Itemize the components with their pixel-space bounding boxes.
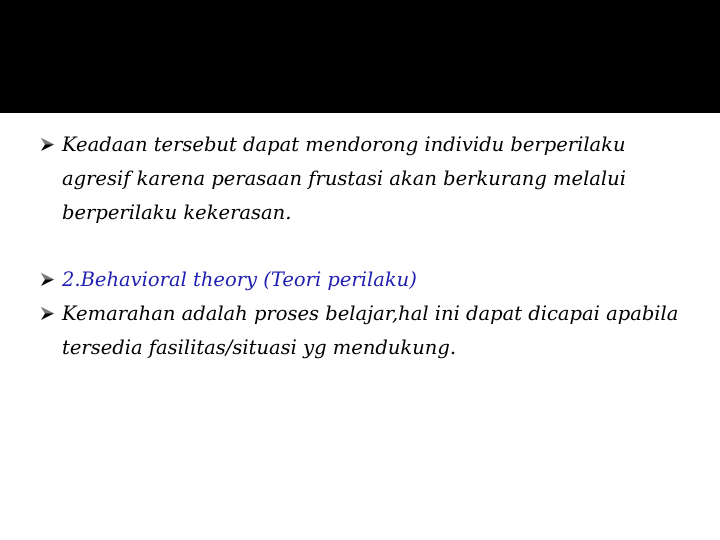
arrowhead-bullet-icon <box>40 297 58 331</box>
bullet-text: Keadaan tersebut dapat mendorong individu berperilaku agresif karena perasaan frustasi akan berkurang melalui berperilaku kekerasan. <box>62 133 626 224</box>
bullet-text: Kemarahan adalah proses belajar,hal ini dapat dicapai apabila tersedia fasilitas/situasi yg mendukung. <box>62 302 679 359</box>
bullet-item <box>40 297 700 365</box>
bullet-text-heading: 2.Behavioral theory (Teori perilaku) <box>62 268 417 291</box>
arrowhead-bullet-icon <box>40 263 58 297</box>
slide-header-band <box>0 0 720 113</box>
arrowhead-bullet-icon <box>40 128 58 162</box>
bullet-item <box>40 128 700 230</box>
bullet-item <box>40 263 700 297</box>
slide-body <box>40 128 700 365</box>
spacer <box>40 230 700 263</box>
